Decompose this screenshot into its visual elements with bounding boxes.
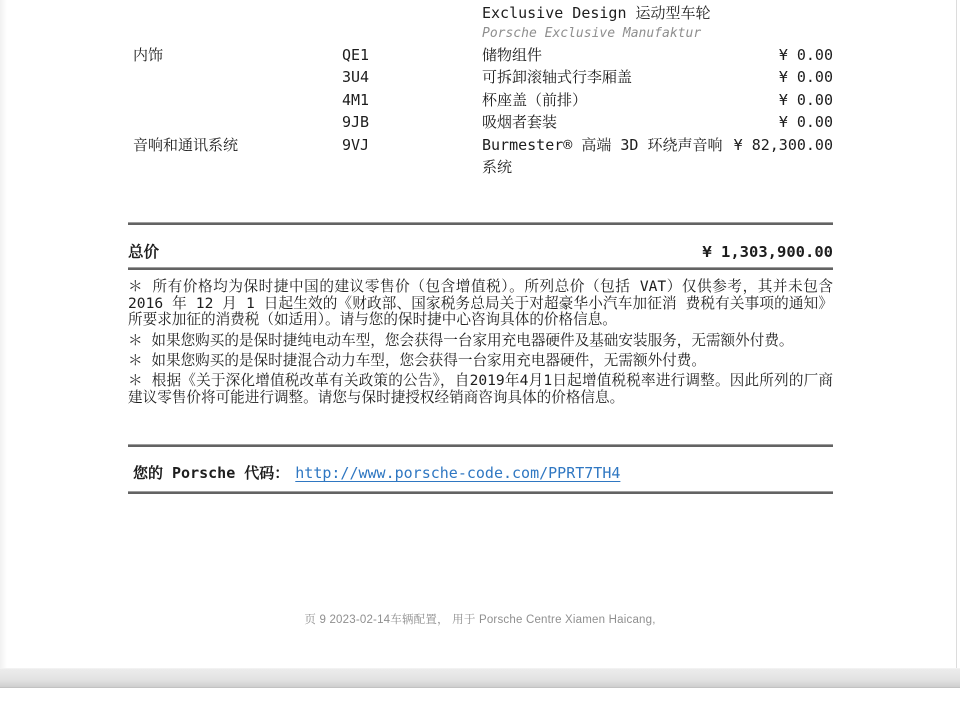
category-cell	[128, 111, 342, 133]
next-page-top	[0, 689, 960, 720]
category-cell: 音响和通讯系统	[133, 135, 239, 154]
options-table	[128, 2, 833, 178]
total-price: ¥ 1,303,900.00	[702, 243, 833, 261]
disclaimer-notes	[128, 279, 833, 410]
page-footer: 页 9 2023-02-14车辆配置， 用于 Porsche Centre Xiamen Haicang,	[304, 614, 656, 626]
porsche-code-label: 您的 Porsche 代码：	[133, 464, 290, 482]
disclaimer-note: ＊ 根据《关于深化增值税改革有关政策的公告》，自2019年4月1日起增值税税率进行调整。因此所列的厂商建议零售价将可能进行调整。请您与保时捷授权经销商咨询具体的价格信息。	[128, 372, 833, 406]
option-title: Exclusive Design 运动型车轮	[482, 4, 711, 22]
page-left-edge	[0, 0, 7, 668]
table-row	[128, 134, 833, 179]
description-cell: Burmester® 高端 3D 环绕声音响 系统	[482, 135, 723, 177]
code-cell	[342, 2, 482, 44]
category-cell	[128, 2, 342, 44]
total-label: 总价	[128, 243, 160, 261]
page-right-edge	[956, 0, 957, 668]
total-row	[128, 241, 833, 263]
table-row	[128, 89, 833, 111]
category-cell: 内饰	[133, 46, 164, 64]
price-cell: ¥ 0.00	[778, 113, 833, 132]
category-cell	[128, 89, 342, 111]
price-cell: ¥ 0.00	[778, 68, 833, 87]
disclaimer-note: ＊ 所有价格均为保时捷中国的建议零售价（包含增值税）。所列总价（包括 VAT）仅供参考，其并未包含 2016 年 12 月 1 日起生效的《财政部、国家税务总局关于对超豪华小汽车加征消 费税有关事项的通知》所要求加征的消费税（如适用）。请与您的保时捷中心咨询具体的价格信息。	[128, 278, 833, 329]
porsche-code-link[interactable]: http://www.porsche-code.com/PPRT7TH4	[295, 464, 621, 482]
table-row	[128, 66, 833, 88]
divider	[128, 491, 833, 494]
code-cell: 4M1	[342, 90, 370, 109]
divider	[128, 267, 833, 270]
price-cell: ¥ 82,300.00	[733, 135, 833, 154]
disclaimer-note: ＊ 如果您购买的是保时捷纯电动车型，您会获得一台家用充电器硬件及基础安装服务，无需额外付费。	[128, 331, 794, 349]
description-cell: 可拆卸滚轴式行李厢盖	[482, 68, 633, 87]
table-row	[128, 111, 833, 133]
disclaimer-note: ＊ 如果您购买的是保时捷混合动力车型，您会获得一台家用充电器硬件，无需额外付费。	[128, 351, 706, 369]
description-cell: 杯座盖（前排）	[482, 90, 588, 109]
description-cell	[482, 2, 833, 44]
porsche-code-row	[133, 459, 620, 487]
divider	[128, 444, 833, 447]
code-cell: 9VJ	[342, 135, 370, 154]
table-row-continuation	[128, 2, 833, 44]
table-row	[128, 44, 833, 66]
divider	[128, 222, 833, 225]
option-subtitle: Porsche Exclusive Manufaktur	[482, 26, 702, 41]
description-cell: 吸烟者套装	[482, 113, 558, 132]
page-break-gutter	[0, 668, 960, 688]
code-cell: 3U4	[342, 68, 370, 87]
price-cell: ¥ 0.00	[778, 90, 833, 109]
description-cell: 储物组件	[482, 46, 543, 64]
code-cell: QE1	[342, 46, 370, 64]
category-cell	[128, 66, 342, 88]
price-cell: ¥ 0.00	[778, 46, 833, 64]
code-cell: 9JB	[342, 113, 370, 132]
